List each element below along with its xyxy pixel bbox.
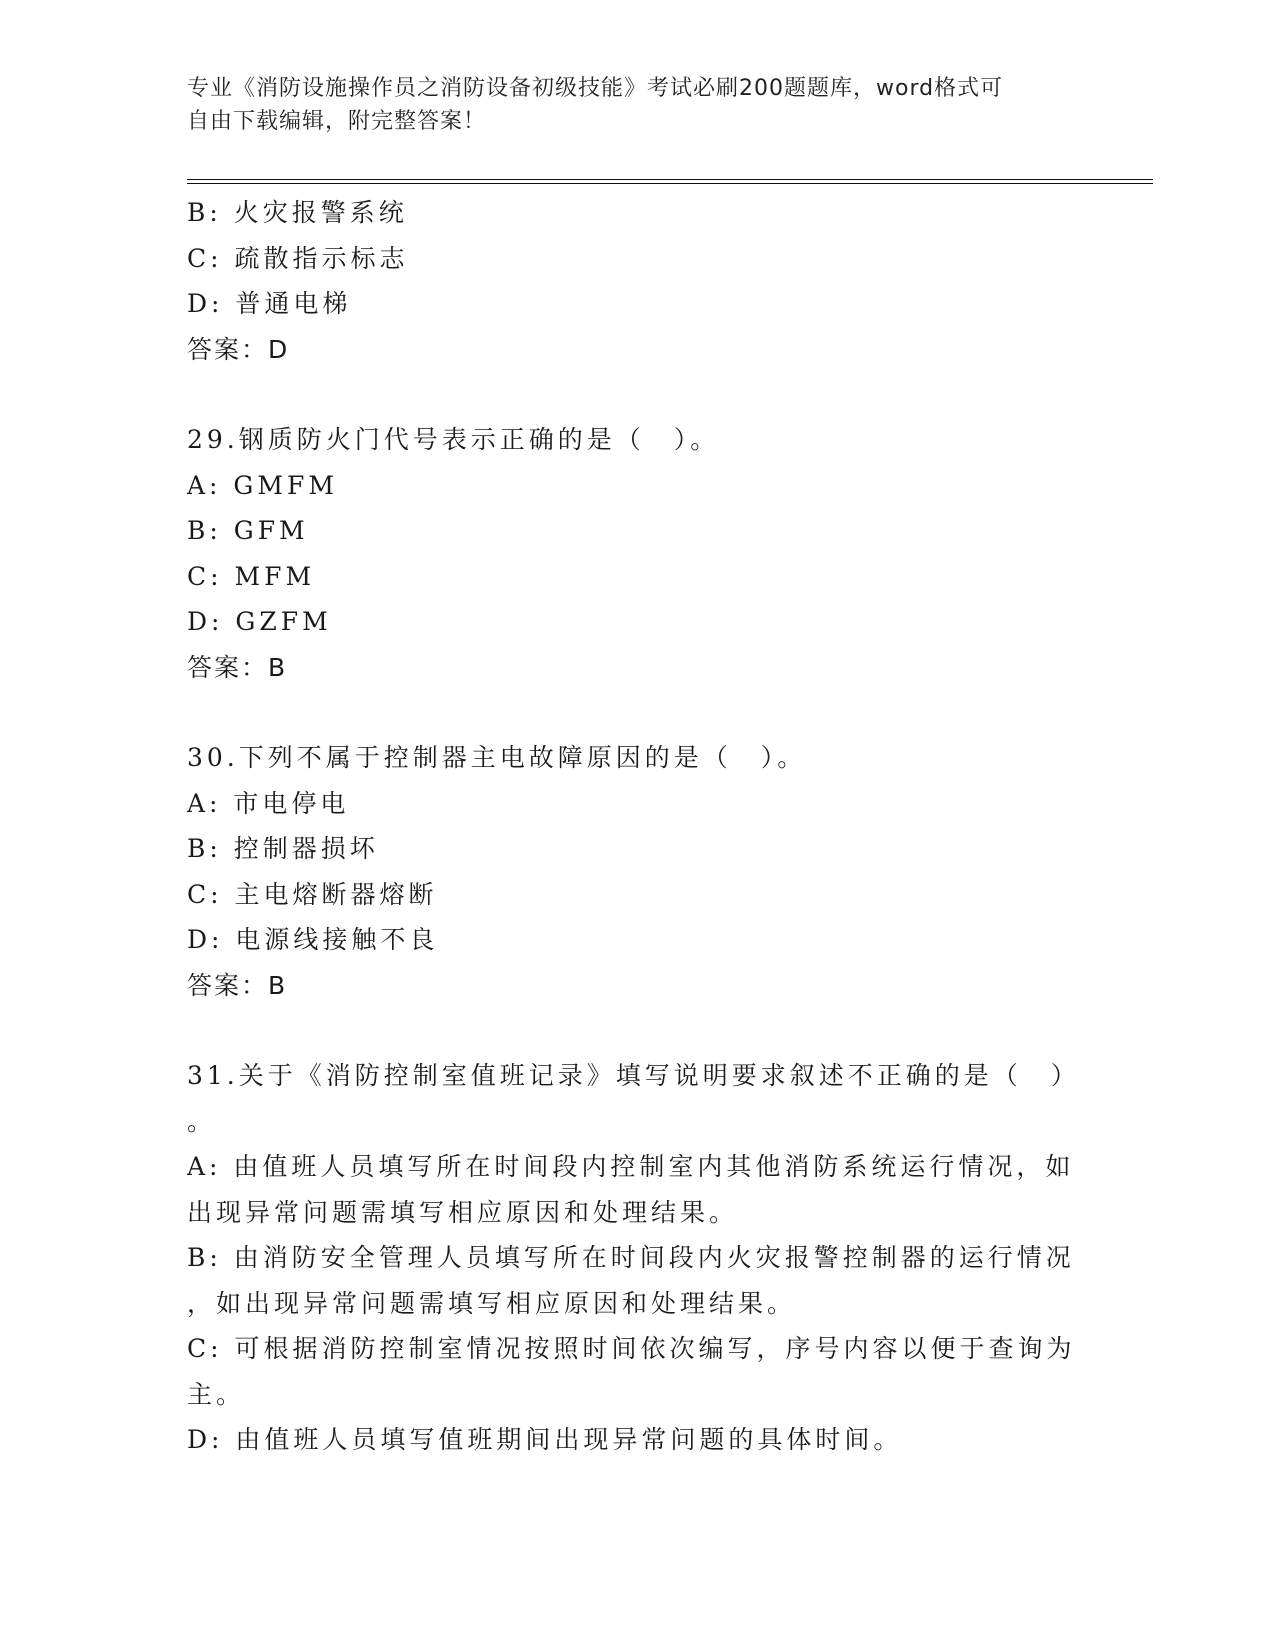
q31-option-b-line-2: ，如出现异常问题需填写相应原因和处理结果。 [187,1288,797,1318]
q31-option-c-line-1: C: 可根据消防控制室情况按照时间依次编写，序号内容以便于查询为 [187,1334,1076,1363]
question-list [187,190,1087,1463]
header-divider-bottom [187,183,1153,184]
q29-option-d: D: GZFM [187,607,332,636]
q30-option-c: C: 主电熔断器熔断 [187,879,438,909]
q30-title: 30.下列不属于控制器主电故障原因的是（ ）。 [187,743,807,772]
q31-title-line-1: 31.关于《消防控制室值班记录》填写说明要求叙述不正确的是（ ） [187,1061,1080,1090]
q30-option-b: B: 控制器损坏 [187,834,379,863]
q31-option-b-line-1: B: 由消防安全管理人员填写所在时间段内火灾报警控制器的运行情况 [187,1243,1075,1272]
spacer [187,1008,1087,1053]
header-line-2: 自由下载编辑，附完整答案！ [187,109,487,134]
question-31 [187,1053,1087,1463]
header-line-1: 专业《消防设施操作员之消防设备初级技能》考试必刷200题题库，word格式可 [187,76,1004,101]
q28-option-d: D: 普通电梯 [187,289,352,318]
q28-option-c: C: 疏散指示标志 [187,243,409,273]
q29-option-a: A: GMFM [187,470,338,500]
q29-option-b: B: GFM [187,516,309,545]
question-30 [187,735,1087,1008]
q29-title: 29.钢质防火门代号表示正确的是（ ）。 [187,425,720,454]
q31-title-line-2: 。 [187,1106,217,1136]
q28-option-b: B: 火灾报警系统 [187,198,408,227]
q28-answer: 答案：D [187,334,290,364]
document-header [187,72,1067,138]
spacer [187,372,1087,417]
q30-answer: 答案：B [187,970,288,1000]
q30-option-d: D: 电源线接触不良 [187,925,439,954]
header-divider-top [187,179,1153,180]
q30-option-a: A: 市电停电 [187,788,350,818]
spacer [187,690,1087,735]
q29-option-c: C: MFM [187,561,316,591]
question-29 [187,417,1087,690]
q31-option-a-line-1: A: 由值班人员填写所在时间段内控制室内其他消防系统运行情况，如 [187,1152,1075,1181]
question-28 [187,190,1087,372]
q31-option-d: D: 由值班人员填写值班期间出现异常问题的具体时间。 [187,1425,903,1454]
q29-answer: 答案：B [187,652,288,682]
q31-option-c-line-2: 主。 [187,1379,246,1409]
q31-option-a-line-2: 出现异常问题需填写相应原因和处理结果。 [187,1197,739,1227]
